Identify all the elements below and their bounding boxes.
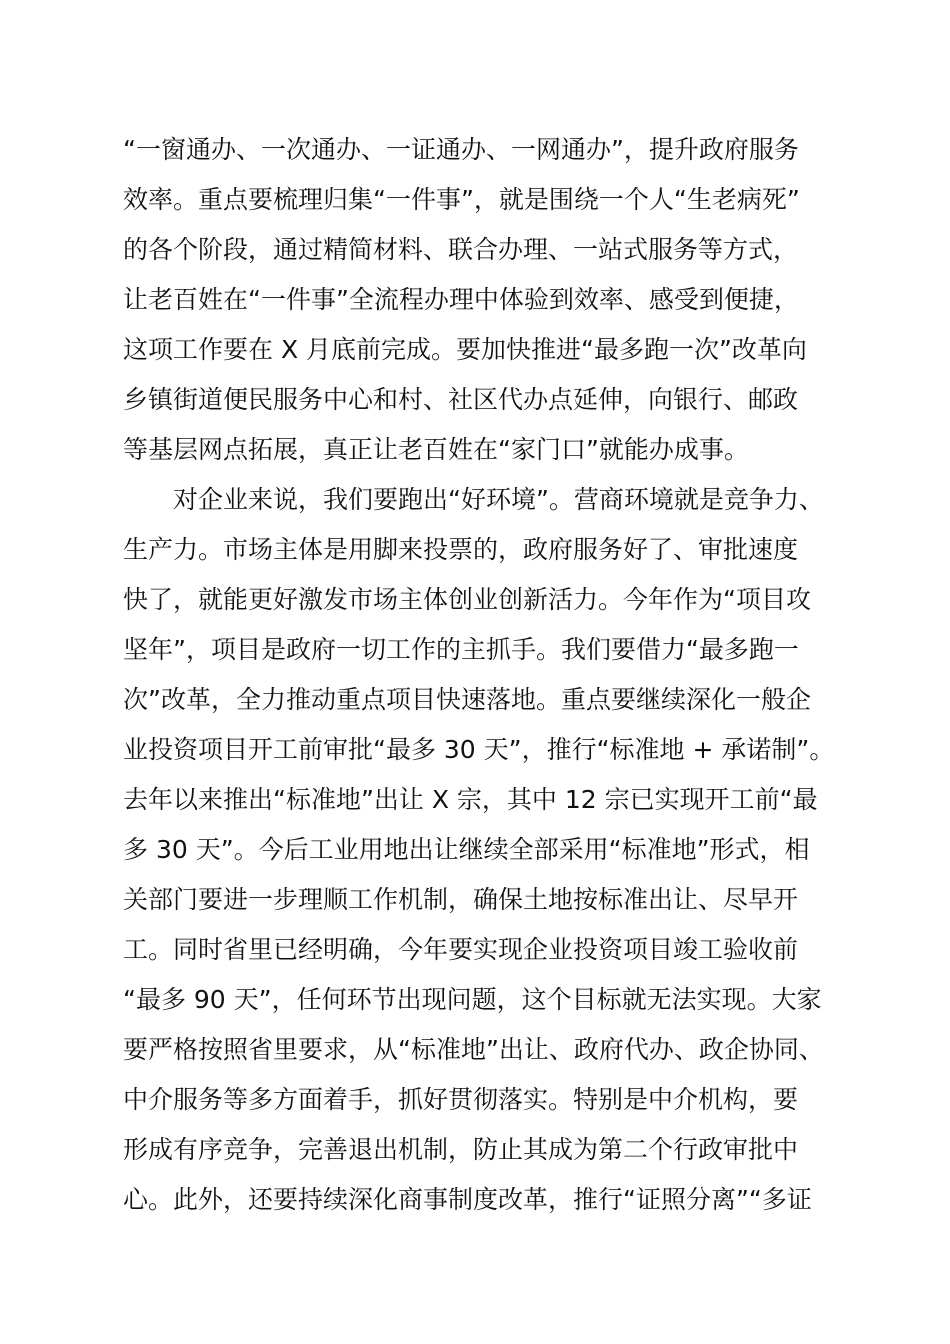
- text-line-12: 次”改革，全力推动重点项目快速落地。重点要继续深化一般企: [123, 685, 811, 714]
- text-line-7: 等基层网点拓展，真正让老百姓在“家门口”就能办成事。: [123, 435, 749, 464]
- text-line-19: 要严格按照省里要求，从“标准地”出让、政府代办、政企协同、: [123, 1035, 824, 1064]
- text-line-1: “一窗通办、一次通办、一证通办、一网通办”，提升政府服务: [123, 135, 799, 164]
- text-line-4: 让老百姓在“一件事”全流程办理中体验到效率、感受到便捷，: [123, 285, 799, 314]
- text-line-20: 中介服务等多方面着手，抓好贯彻落实。特别是中介机构，要: [123, 1085, 799, 1114]
- text-line-22: 心。此外，还要持续深化商事制度改革，推行“证照分离”“多证: [123, 1185, 812, 1214]
- text-line-3: 的各个阶段，通过精简材料、联合办理、一站式服务等方式，: [123, 235, 799, 264]
- text-line-9: 生产力。市场主体是用脚来投票的，政府服务好了、审批速度: [123, 535, 799, 564]
- text-line-17: 工。同时省里已经明确，今年要实现企业投资项目竣工验收前: [123, 935, 799, 964]
- text-line-21: 形成有序竞争，完善退出机制，防止其成为第二个行政审批中: [123, 1135, 799, 1164]
- text-line-14: 去年以来推出“标准地”出让 X 宗，其中 12 宗已实现开工前“最: [123, 785, 818, 814]
- text-line-15: 多 30 天”。今后工业用地出让继续全部采用“标准地”形式，相: [123, 835, 810, 864]
- text-line-10: 快了，就能更好激发市场主体创业创新活力。今年作为“项目攻: [123, 585, 811, 614]
- text-line-6: 乡镇街道便民服务中心和村、社区代办点延伸，向银行、邮政: [123, 385, 799, 414]
- paragraph-start-line: 对企业来说，我们要跑出“好环境”。营商环境就是竞争力、: [173, 485, 824, 514]
- text-line-5: 这项工作要在 X 月底前完成。要加快推进“最多跑一次”改革向: [123, 335, 807, 364]
- text-line-13: 业投资项目开工前审批“最多 30 天”，推行“标准地 + 承诺制”。: [123, 735, 835, 764]
- text-line-16: 关部门要进一步理顺工作机制，确保土地按标准出让、尽早开: [123, 885, 799, 914]
- text-line-18: “最多 90 天”，任何环节出现问题，这个目标就无法实现。大家: [123, 985, 822, 1014]
- text-line-2: 效率。重点要梳理归集“一件事”，就是围绕一个人“生老病死”: [123, 185, 800, 214]
- text-line-11: 坚年”，项目是政府一切工作的主抓手。我们要借力“最多跑一: [123, 635, 799, 664]
